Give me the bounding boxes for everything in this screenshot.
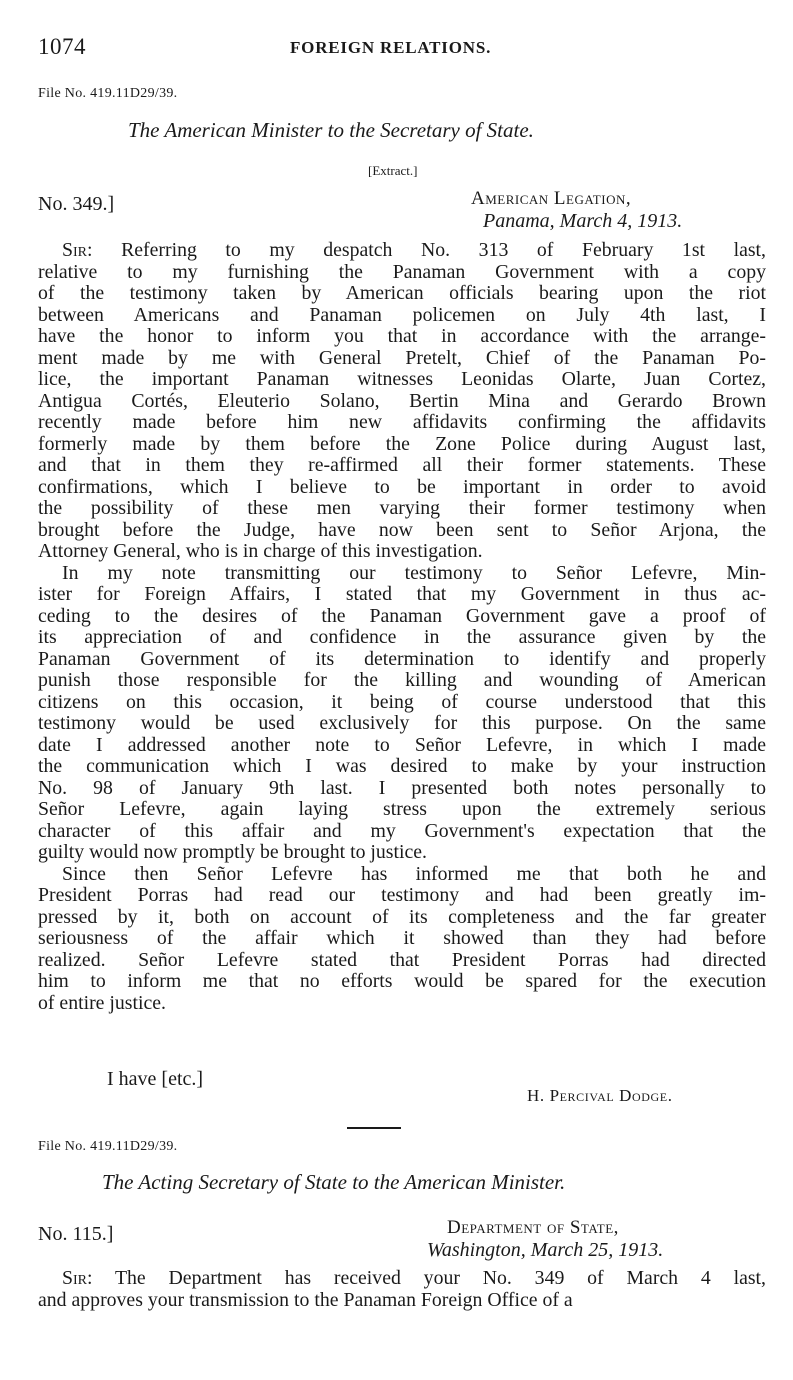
text-line: confirmations, which I believe to be important in order to avoid <box>38 475 766 498</box>
text-line: of entire justice. <box>38 991 166 1014</box>
text-line: its appreciation of and confidence in the assurance given by the <box>38 626 766 648</box>
letter-title-2: The Acting Secretary of State to the American Minister. <box>102 1170 566 1194</box>
closing: I have [etc.] <box>107 1068 204 1090</box>
letter-body-2 <box>38 1268 766 1311</box>
paragraph <box>38 864 766 1015</box>
dateline-2: Washington, March 25, 1913. <box>427 1239 664 1261</box>
paragraph <box>38 563 766 864</box>
text-line: relative to my furnishing the Panaman Government with a copy <box>38 260 766 283</box>
text-line: date I addressed another note to Señor Lefevre, in which I made <box>38 733 766 756</box>
text-line: realized. Señor Lefevre stated that President Porras had directed <box>38 948 766 971</box>
text-line: Panaman Government of its determination to identify and properly <box>38 647 766 670</box>
page-number: 1074 <box>38 34 86 59</box>
instruction-number: No. 115.] <box>38 1223 114 1245</box>
despatch-number: No. 349.] <box>38 193 115 215</box>
text-line: ceding to the desires of the Panaman Government gave a proof of <box>38 604 766 627</box>
text-line: Attorney General, who is in charge of this investigation. <box>38 540 483 562</box>
text-line: pressed by it, both on account of its completeness and the far greater <box>38 905 766 928</box>
text-line: and that in them they re-affirmed all their former statements. These <box>38 454 766 476</box>
text-line: him to inform me that no efforts would be spared for the execution <box>38 970 766 992</box>
text-line: recently made before him new affidavits confirming the affidavits <box>38 411 766 433</box>
text-line: citizens on this occasion, it being of course understood that this <box>38 690 766 713</box>
text-line: character of this affair and my Government's expectation that the <box>38 819 766 842</box>
text-line: the communication which I was desired to make by your instruction <box>38 755 766 777</box>
paragraph <box>38 1268 766 1311</box>
text-line: In my note transmitting our testimony to Señor Lefevre, Min- <box>62 561 766 584</box>
signature: H. Percival Dodge. <box>527 1086 673 1105</box>
salutation: Sir: <box>62 1267 93 1289</box>
text-line: the possibility of these men varying their former testimony when <box>38 497 766 519</box>
letter-title: The American Minister to the Secretary of State. <box>128 118 534 142</box>
sender-place: American Legation, <box>471 188 632 209</box>
text-line: ister for Foreign Affairs, I stated that my Government in thus ac- <box>38 583 766 605</box>
text-line: seriousness of the affair which it showed than they had before <box>38 927 766 949</box>
text-line: Since then Señor Lefevre has informed me that both he and <box>62 862 766 885</box>
salutation: Sir: <box>62 239 93 261</box>
text-line: have the honor to inform you that in accordance with the arrange- <box>38 325 766 347</box>
paragraph <box>38 240 766 563</box>
text-line: No. 98 of January 9th last. I presented both notes personally to <box>38 776 766 799</box>
extract-note: [Extract.] <box>368 163 418 178</box>
text-line: guilty would now promptly be brought to justice. <box>38 841 427 863</box>
text-line: Sir: The Department has received your No. 349 of March 4 last, <box>62 1267 766 1289</box>
text-line: lice, the important Panaman witnesses Leonidas Olarte, Juan Cortez, <box>38 368 766 390</box>
text-line: formerly made by them before the Zone Police during August last, <box>38 432 766 455</box>
text-line: of the testimony taken by American officials bearing upon the riot <box>38 282 766 304</box>
letter-body <box>38 240 766 1014</box>
text-line: Antigua Cortés, Eleuterio Solano, Bertin Mina and Gerardo Brown <box>38 389 766 412</box>
text-line: Sir: Referring to my despatch No. 313 of February 1st last, <box>62 239 766 261</box>
sender-place-2: Department of State, <box>447 1217 619 1238</box>
section-divider <box>347 1127 401 1129</box>
file-number: File No. 419.11D29/39. <box>38 86 178 101</box>
running-head: FOREIGN RELATIONS. <box>290 38 492 57</box>
text-line: Señor Lefevre, again laying stress upon the extremely serious <box>38 798 766 820</box>
text-line: President Porras had read our testimony and had been greatly im- <box>38 884 766 906</box>
text-line: and approves your transmission to the Panaman Foreign Office of a <box>38 1288 573 1311</box>
file-number-2: File No. 419.11D29/39. <box>38 1139 178 1154</box>
text-line: testimony would be used exclusively for this purpose. On the same <box>38 712 766 734</box>
dateline: Panama, March 4, 1913. <box>483 210 683 232</box>
text-line: ment made by me with General Pretelt, Chief of the Panaman Po- <box>38 346 766 369</box>
text-line: punish those responsible for the killing and wounding of American <box>38 669 766 691</box>
text-line: between Americans and Panaman policemen on July 4th last, I <box>38 303 766 326</box>
text-line: brought before the Judge, have now been sent to Señor Arjona, the <box>38 518 766 541</box>
